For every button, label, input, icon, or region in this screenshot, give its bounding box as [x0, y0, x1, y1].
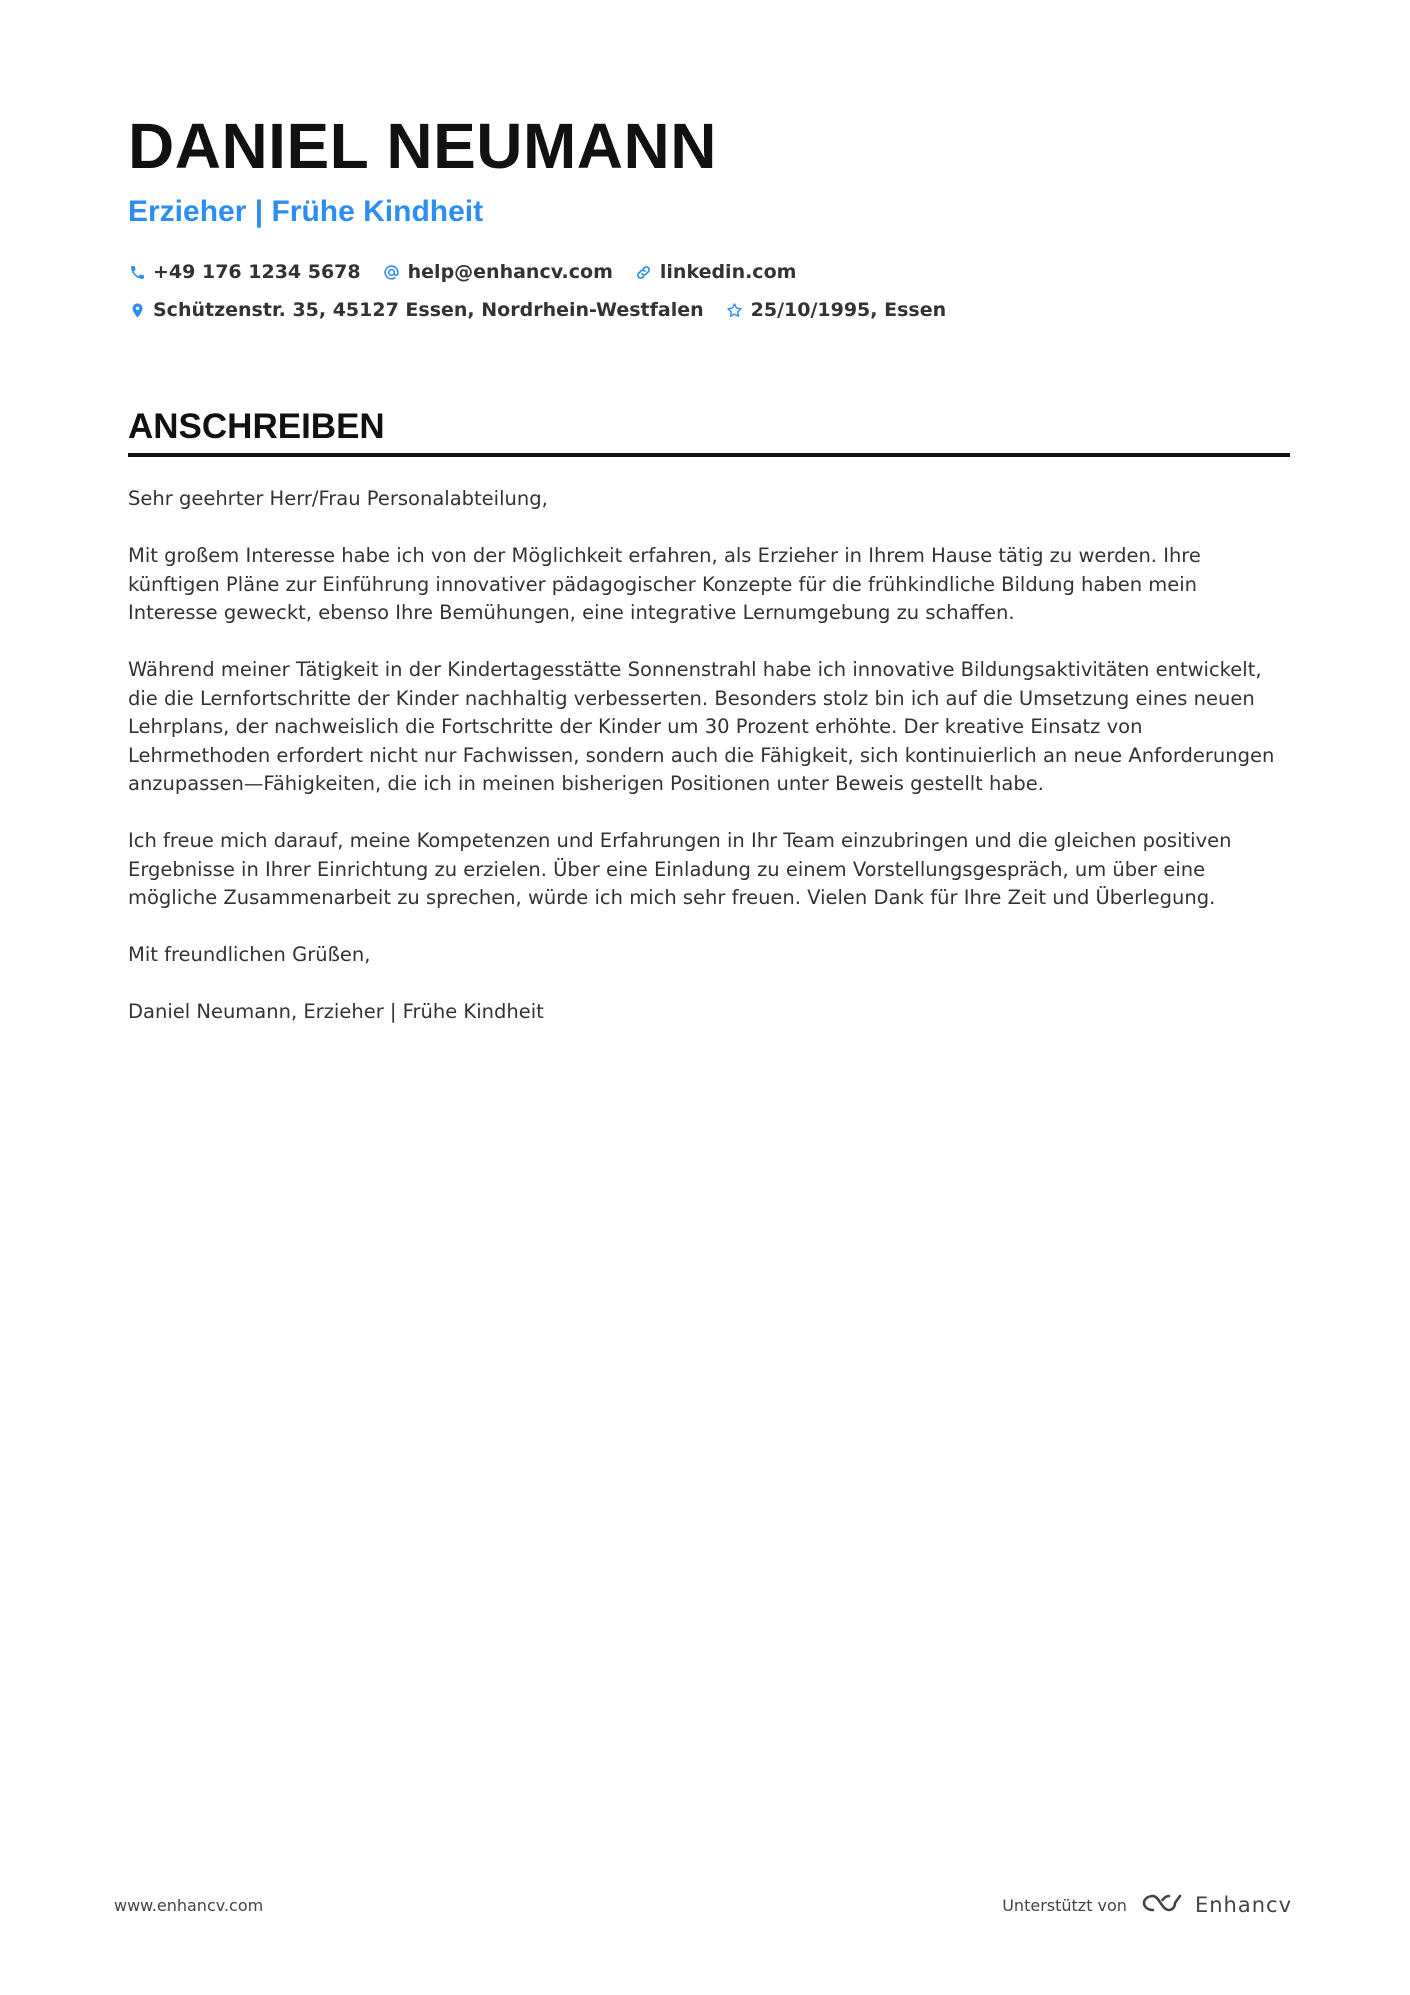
contact-linkedin-text[interactable]: linkedin.com	[659, 261, 797, 283]
letter-signature: Daniel Neumann, Erzieher | Frühe Kindheit	[128, 1000, 544, 1023]
link-icon	[635, 263, 653, 281]
contact-email[interactable]	[383, 258, 613, 286]
powered-by-label: Unterstützt von	[1002, 1895, 1127, 1915]
brand[interactable]	[1139, 1890, 1292, 1920]
cover-letter-section	[128, 405, 1290, 1055]
letter-paragraph-1: Mit großem Interesse habe ich von der Möglichkeit erfahren, als Erzieher in Ihrem Hause tätig zu werden. Ihre künftigen Pläne zur Einführung innovativer pädagogischer Konzepte für die frühkindliche Bildung haben mein Interesse geweckt, ebenso Ihre Bemühungen, eine integrative Lernumgebung zu schaffen.	[128, 544, 1201, 624]
letter-salutation: Sehr geehrter Herr/Frau Personalabteilung,	[128, 487, 548, 510]
contact-linkedin[interactable]	[635, 258, 797, 286]
candidate-name: DANIEL NEUMANN	[128, 110, 717, 182]
letter-closing: Mit freundlichen Grüßen,	[128, 943, 371, 966]
letter-paragraph-2: Während meiner Tätigkeit in der Kindertagesstätte Sonnenstrahl habe ich innovative Bildungsaktivitäten entwickelt, die die Lernfortschritte der Kinder nachhaltig verbesserten. Besonders stolz bin ich auf die Umsetzung eines neuen Lehrplans, der nachweislich die Fortschritte der Kinder um 30 Prozent erhöhte. Der kreative Einsatz von Lehrmethoden erfordert nicht nur Fachwissen, sondern auch die Fähigkeit, sich kontinuierlich an neue Anforderungen anzupassen—Fähigkeiten, die ich in meinen bisherigen Positionen unter Beweis gestellt habe.	[128, 658, 1275, 795]
brand-name: Enhancv	[1194, 1893, 1292, 1917]
star-icon	[726, 301, 744, 319]
contact-email-text[interactable]: help@enhancv.com	[407, 261, 613, 283]
contact-phone-text: +49 176 1234 5678	[153, 261, 361, 283]
letter-paragraph-3: Ich freue mich darauf, meine Kompetenzen und Erfahrungen in Ihr Team einzubringen und die gleichen positiven Ergebnisse in Ihrer Einrichtung zu erzielen. Über eine Einladung zu einem Vorstellungsgespräch, um über eine mögliche Zusammenarbeit zu sprechen, würde ich mich sehr freuen. Vielen Dank für Ihre Zeit und Überlegung.	[128, 829, 1232, 909]
location-pin-icon	[128, 301, 146, 319]
contact-address	[128, 296, 704, 324]
contact-birthdate-text: 25/10/1995, Essen	[750, 299, 947, 321]
contact-address-text: Schützenstr. 35, 45127 Essen, Nordrhein-Westfalen	[153, 299, 704, 321]
footer-branding	[1002, 1890, 1292, 1920]
contact-list	[128, 258, 1290, 324]
contact-birthdate	[726, 296, 946, 324]
section-title: ANSCHREIBEN	[128, 407, 385, 446]
phone-icon	[128, 263, 146, 281]
section-divider	[128, 453, 1290, 457]
letter-body	[128, 485, 1290, 1027]
footer-website[interactable]: www.enhancv.com	[114, 1896, 264, 1915]
candidate-title: Erzieher | Frühe Kindheit	[128, 195, 484, 228]
header	[128, 108, 1290, 324]
at-icon	[383, 263, 401, 281]
contact-phone	[128, 258, 361, 286]
enhancv-logo-icon	[1139, 1890, 1185, 1920]
